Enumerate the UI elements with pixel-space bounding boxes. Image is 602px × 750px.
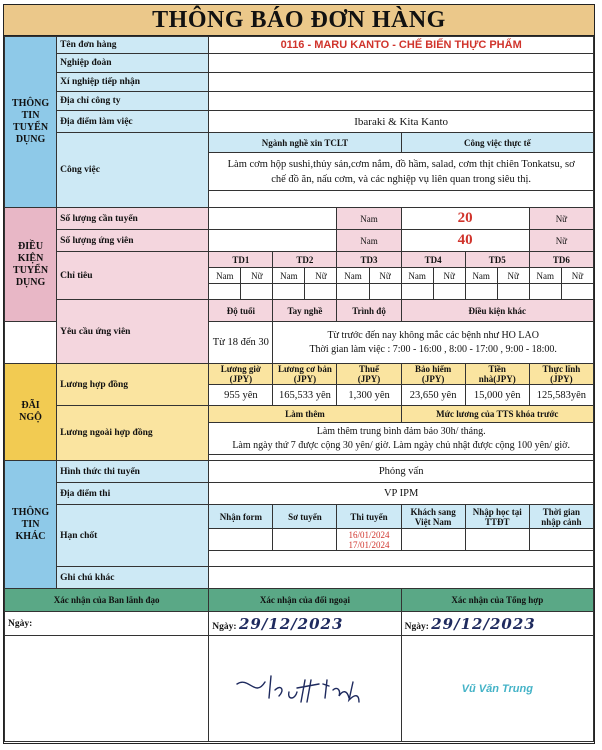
external-date-value: 29/12/2023 <box>238 614 344 633</box>
quota-female-td2: Nữ <box>305 268 337 284</box>
insurance-header: Bảo hiểm (JPY) <box>401 364 465 385</box>
external-signature <box>209 636 399 742</box>
quota-cell <box>465 284 497 300</box>
needed-label: Số lượng cần tuyển <box>57 208 209 230</box>
leader-confirm-header: Xác nhận của Ban lãnh đạo <box>5 589 209 612</box>
tax-header: Thuế (JPY) <box>337 364 401 385</box>
needed-female-label: Nữ <box>529 208 593 230</box>
net-salary-value: 125,583yên <box>529 385 593 406</box>
work-location-value: Ibaraki & Kita Kanto <box>209 111 594 133</box>
quota-cell <box>401 284 433 300</box>
age-value: Từ 18 đến 30 <box>209 322 273 364</box>
deadline-exam: Thi tuyển <box>337 505 401 529</box>
hourly-value: 955 yên <box>209 385 273 406</box>
deadline-extra <box>209 551 594 567</box>
quota-label: Chỉ tiêu <box>57 252 209 300</box>
candidates-female-label: Nữ <box>529 230 593 252</box>
preliminary-date <box>273 529 337 551</box>
exam-form-value: Phỏng vấn <box>209 461 594 483</box>
work-location-label: Địa điểm làm việc <box>57 111 209 133</box>
enterprise-label: Xí nghiệp tiếp nhận <box>57 73 209 92</box>
quota-cell <box>369 284 401 300</box>
round-td2: TD2 <box>273 252 337 268</box>
receive-form-date <box>209 529 273 551</box>
quota-cell <box>337 284 369 300</box>
deadline-client-visit: Khách sang Việt Nam <box>401 505 465 529</box>
trade-header: Ngành nghề xin TCLT <box>209 133 401 153</box>
actual-job-header: Công việc thực tế <box>401 133 593 153</box>
age-header: Độ tuổi <box>209 300 273 322</box>
order-name-value: 0116 - MARU KANTO - CHẾ BIẾN THỰC PHẨM <box>209 37 594 54</box>
quota-cell <box>273 284 305 300</box>
company-address-value <box>209 92 594 111</box>
client-visit-date <box>401 529 465 551</box>
candidates-blank <box>209 230 337 252</box>
round-td4: TD4 <box>401 252 465 268</box>
notes-label: Ghi chú khác <box>57 567 209 589</box>
order-notice-form <box>3 4 595 744</box>
other-condition-value: Từ trước đến nay không mắc các bệnh như HO LAO Thời gian làm việc : 7:00 - 16:00 , 8:00 - 17:00 , 9:00 - 18:00. <box>273 322 594 364</box>
company-address-label: Địa chỉ công ty <box>57 92 209 111</box>
external-confirm-header: Xác nhận của đối ngoại <box>209 589 401 612</box>
quota-cell <box>561 284 593 300</box>
needed-male-value: 20 <box>401 208 529 230</box>
section-other: THÔNG TIN KHÁC <box>5 461 57 589</box>
quota-male-td1: Nam <box>209 268 241 284</box>
deadline-preliminary: Sơ tuyển <box>273 505 337 529</box>
section-recruit: THÔNG TIN TUYỂN DỤNG <box>5 37 57 208</box>
quota-female-td6: Nữ <box>561 268 593 284</box>
round-td6: TD6 <box>529 252 593 268</box>
hourly-header: Lương giờ (JPY) <box>209 364 273 385</box>
overtime-header: Làm thêm <box>209 406 401 423</box>
requirements-label: Yêu cầu ứng viên <box>57 300 209 364</box>
base-salary-value: 165,533 yên <box>273 385 337 406</box>
condition-spacer <box>5 322 57 364</box>
general-date-value: 29/12/2023 <box>431 614 536 633</box>
quota-female-td4: Nữ <box>433 268 465 284</box>
quota-male-td4: Nam <box>401 268 433 284</box>
quota-cell <box>433 284 465 300</box>
job-description: Làm cơm hộp sushi,thủy sản,cơm nắm, đồ hầm, salad, cơm thịt chiên Tonkatsu, sơ chế đồ ăn, nấu cơm, và các nghiệp vụ liên quan trong siêu thị. <box>209 153 594 191</box>
enroll-date <box>465 529 529 551</box>
general-signature-box <box>401 636 593 742</box>
quota-female-td1: Nữ <box>241 268 273 284</box>
section-condition: ĐIỀU KIỆN TUYỂN DỤNG <box>5 208 57 322</box>
expected-salary-header: Mức lương của TTS khóa trước <box>401 406 593 423</box>
deadline-entry: Thời gian nhập cảnh <box>529 505 593 529</box>
round-td1: TD1 <box>209 252 273 268</box>
quota-cell <box>305 284 337 300</box>
general-date: Ngày: 29/12/2023 <box>401 612 593 636</box>
external-signature-box <box>209 636 401 742</box>
section-benefit: ĐÃI NGỘ <box>5 364 57 461</box>
quota-cell <box>209 284 241 300</box>
quota-female-td3: Nữ <box>369 268 401 284</box>
general-signature: Vũ Văn Trung <box>461 682 533 695</box>
round-td3: TD3 <box>337 252 401 268</box>
quota-cell <box>241 284 273 300</box>
quota-female-td5: Nữ <box>497 268 529 284</box>
quota-male-td2: Nam <box>273 268 305 284</box>
candidates-male-value: 40 <box>401 230 529 252</box>
tax-value: 1,300 yên <box>337 385 401 406</box>
quota-male-td5: Nam <box>465 268 497 284</box>
quota-cell <box>497 284 529 300</box>
general-confirm-header: Xác nhận của Tổng hợp <box>401 589 593 612</box>
insurance-value: 23,650 yên <box>401 385 465 406</box>
housing-value: 15,000 yên <box>465 385 529 406</box>
entry-date <box>529 529 593 551</box>
enterprise-value <box>209 73 594 92</box>
skill-header: Tay nghề <box>273 300 337 322</box>
housing-header: Tiền nhà(JPY) <box>465 364 529 385</box>
net-salary-header: Thực lĩnh (JPY) <box>529 364 593 385</box>
order-name-label: Tên đơn hàng <box>57 37 209 54</box>
other-condition-header: Điều kiện khác <box>401 300 593 322</box>
extra-salary-value: Làm thêm trung bình đảm bảo 30h/ tháng. Làm ngày thứ 7 được cộng 30 yên/ giờ. Làm ngày chủ nhật được cộng 100 yên/ giờ. <box>209 423 594 455</box>
deadline-receive-form: Nhận form <box>209 505 273 529</box>
leader-signature-box <box>5 636 209 742</box>
quota-male-td3: Nam <box>337 268 369 284</box>
leader-date: Ngày: <box>5 612 209 636</box>
candidates-label: Số lượng ứng viên <box>57 230 209 252</box>
order-table <box>4 36 594 742</box>
job-label: Công việc <box>57 133 209 208</box>
exam-place-value: VP IPM <box>209 483 594 505</box>
quota-male-td6: Nam <box>529 268 561 284</box>
contract-salary-label: Lương hợp đồng <box>57 364 209 406</box>
page-title: THÔNG BÁO ĐƠN HÀNG <box>4 5 594 36</box>
notes-value <box>209 567 594 589</box>
deadline-label: Hạn chốt <box>57 505 209 567</box>
needed-blank <box>209 208 337 230</box>
exam-place-label: Địa điểm thi <box>57 483 209 505</box>
candidates-male-label: Nam <box>337 230 401 252</box>
round-td5: TD5 <box>465 252 529 268</box>
base-salary-header: Lương cơ bản (JPY) <box>273 364 337 385</box>
exam-form-label: Hình thức thi tuyển <box>57 461 209 483</box>
external-date: Ngày: 29/12/2023 <box>209 612 401 636</box>
union-value <box>209 54 594 73</box>
education-header: Trình độ <box>337 300 401 322</box>
extra-salary-label: Lương ngoài hợp đồng <box>57 406 209 461</box>
needed-male-label: Nam <box>337 208 401 230</box>
exam-date: 16/01/2024 17/01/2024 <box>337 529 401 551</box>
job-extra <box>209 191 594 208</box>
union-label: Nghiệp đoàn <box>57 54 209 73</box>
deadline-enroll: Nhập học tại TTĐT <box>465 505 529 529</box>
quota-cell <box>529 284 561 300</box>
